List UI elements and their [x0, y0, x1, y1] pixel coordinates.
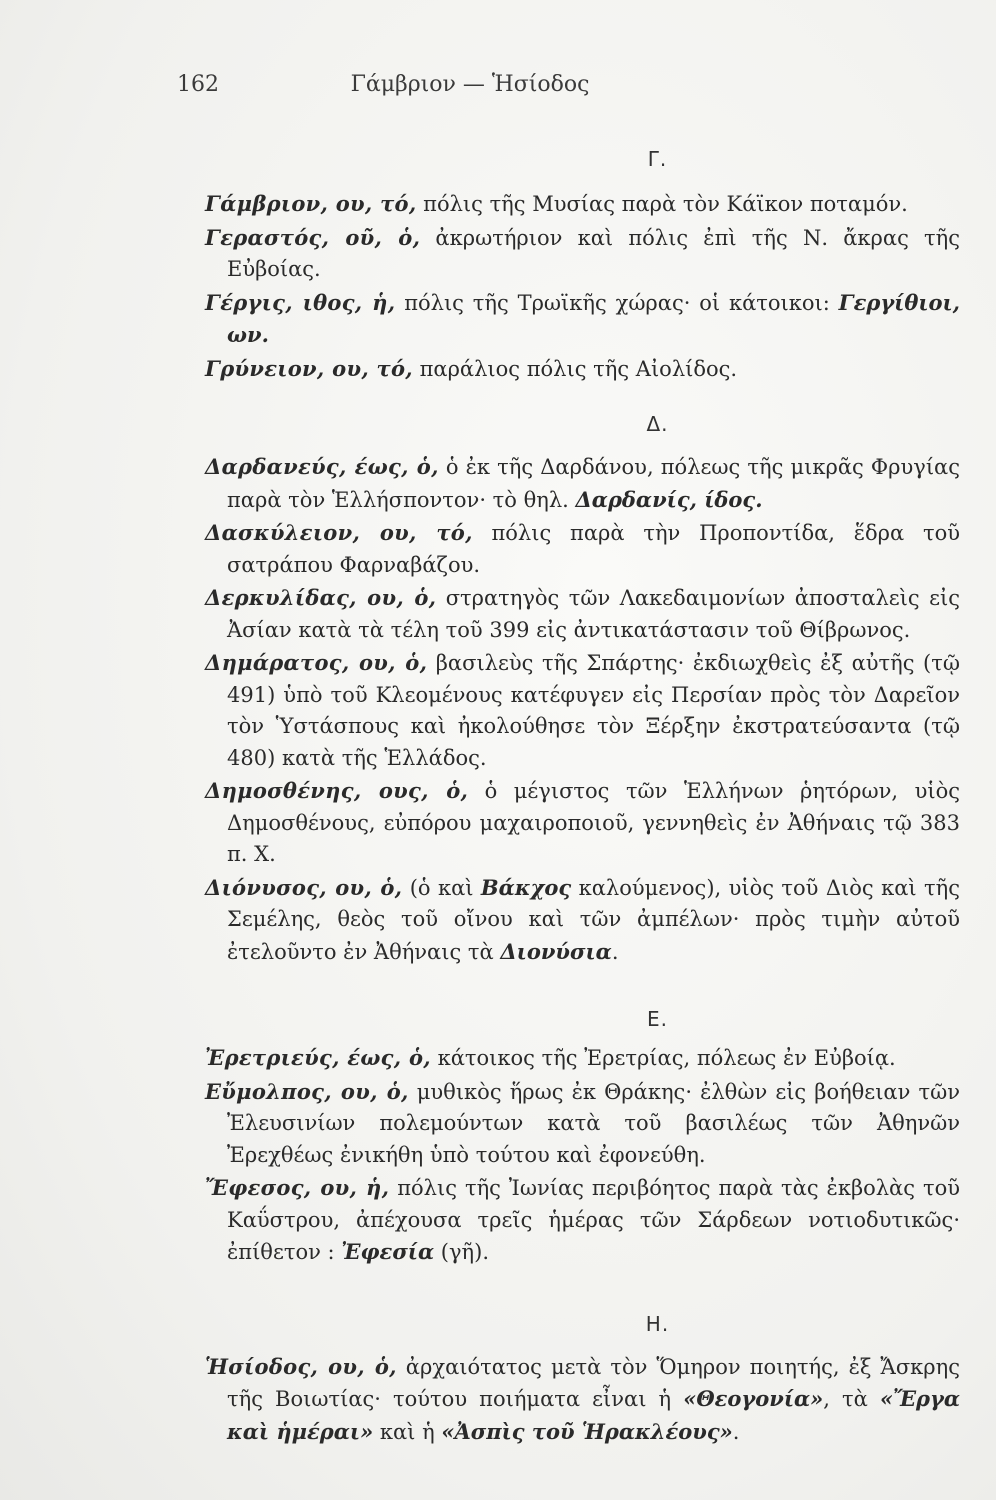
entry-demosthenes	[205, 775, 960, 871]
headword: Γάμβριον, ου, τό,	[205, 191, 417, 216]
headword: Δημοσθένης, ους, ὁ,	[205, 778, 469, 803]
definition: παράλιος πόλις τῆς Αἰολίδος.	[412, 356, 738, 381]
headword: Εὔμολπος, ου, ὁ,	[205, 1078, 409, 1104]
separator: καὶ ἡ	[373, 1419, 442, 1444]
headword: Ἔφεσος, ου, ἡ,	[205, 1175, 390, 1200]
headword: Δερκυλίδας, ου, ὁ,	[205, 585, 437, 610]
entry-dionysos	[205, 872, 960, 969]
work-title: «Ἔργα καὶ ἡμέραι»	[227, 1386, 961, 1444]
definition: ὁ ἐκ τῆς Δαρδάνου, πόλεως τῆς μικρᾶς Φρυγίας παρὰ τὸν Ἑλλήσποντον· τὸ θηλ.	[227, 455, 960, 512]
headword: Γρύνειον, ου, τό,	[205, 355, 413, 381]
headword: Δαρδανεύς, έως, ὁ,	[205, 454, 439, 479]
work-title: «Ἀσπὶς τοῦ Ἡρακλέους»	[441, 1418, 733, 1444]
entry-demaratos	[205, 647, 960, 774]
entry-hesiodos	[205, 1351, 960, 1449]
definition-end: .	[732, 1419, 740, 1444]
headword: Γέργις, ιθος, ἡ,	[205, 289, 396, 315]
section-heading-epsilon: Ε.	[647, 1007, 668, 1031]
entry-gamvrion	[205, 188, 960, 221]
definition: πόλις παρὰ τὴν Προποντίδα, ἕδρα τοῦ σατράπου Φαρναβάζου.	[227, 521, 960, 577]
definition: πόλις τῆς Τρωϊκῆς χώρας· οἱ κάτοικοι:	[395, 290, 839, 315]
work-title: «Θεογονία»	[683, 1386, 824, 1411]
running-head	[175, 72, 765, 102]
running-title: Γάμβριον — Ἡσίοδος	[350, 72, 590, 97]
definition: ἀκρωτήριον καὶ πόλις ἐπὶ τῆς Ν. ἄκρας τῆς Εὐβοίας.	[227, 225, 960, 281]
derived-form: Δαρδανίς, ίδος.	[575, 486, 763, 512]
section-heading-delta: Δ.	[646, 412, 669, 436]
alt-name: Βάκχος	[480, 874, 572, 900]
entry-eretrieus	[205, 1042, 960, 1075]
section-heading-gamma: Γ.	[647, 147, 668, 171]
entry-dardaneus	[205, 451, 960, 516]
headword: Γεραστός, οῦ, ὁ,	[205, 224, 421, 250]
definition-end: .	[611, 939, 619, 964]
separator: , τὰ	[823, 1387, 880, 1411]
entry-geraistos	[205, 222, 960, 286]
definition: βασιλεὺς τῆς Σπάρτης· ἐκδιωχθεὶς ἐξ αὐτῆς (τῷ 491) ὑπὸ τοῦ Κλεομένους κατέφυγεν εἰς Περσίαν πρὸς τὸν Δαρεῖον τὸν Ὑστάσπους καὶ ἠκολούθησε τὸν Ξέρξην ἐκστρατεύσαντα (τῷ 480) κατὰ τῆς Ἑλλάδος.	[227, 651, 960, 770]
definition: στρατηγὸς τῶν Λακεδαιμονίων ἀποσταλεὶς εἰς Ἀσίαν κατὰ τὰ τέλη τοῦ 399 εἰς ἀντικατάστασιν τοῦ Θίβρωνος.	[227, 586, 960, 642]
definition: πόλις τῆς Ἰωνίας περιβόητος παρὰ τὰς ἐκβολὰς τοῦ Καΰστρου, ἀπέχουσα τρεῖς ἡμέρας τῶν Σάρδεων νοτιοδυτικῶς· ἐπίθετον :	[227, 1176, 961, 1264]
definition: ἀρχαιότατος μετὰ τὸν Ὅμηρον ποιητής, ἐξ Ἄσκρης τῆς Βοιωτίας· τούτου ποιήματα εἶναι ἡ	[227, 1354, 960, 1411]
headword: Διόνυσος, ου, ὁ,	[205, 874, 403, 900]
section-heading-eta: Η.	[645, 1311, 670, 1336]
entry-gryneion	[205, 353, 960, 386]
entry-eumolpos	[205, 1076, 960, 1172]
derived-form: Γεργίθιοι, ων.	[227, 289, 960, 347]
definition: ὁ μέγιστος τῶν Ἑλλήνων ῥητόρων, υἱὸς Δημοσθένους, εὐπόρου μαχαιροποιοῦ, γεννηθεὶς ἐν Ἀθήναις τῷ 383 π. Χ.	[227, 779, 960, 866]
dictionary-body	[205, 140, 960, 1449]
definition-part: καλούμενος), υἱὸς τοῦ Διὸς καὶ τῆς Σεμέλης, θεὸς τοῦ οἴνου καὶ τῶν ἀμπέλων· πρὸς τιμὴν αὐτοῦ ἐτελοῦντο ἐν Ἀθήναις τὰ	[227, 875, 960, 964]
definition: κάτοικος τῆς Ἐρετρίας, πόλεως ἐν Εὐβοίᾳ.	[430, 1046, 896, 1070]
entry-ephesos	[205, 1172, 960, 1269]
page-number: 162	[177, 72, 219, 97]
headword: Ἐρετριεύς, έως, ὁ,	[205, 1045, 431, 1070]
definition-part: (ὁ καὶ	[402, 875, 481, 900]
entry-daskyleion	[205, 517, 960, 581]
entry-gergis	[205, 287, 960, 352]
definition: μυθικὸς ἥρως ἐκ Θράκης· ἐλθὼν εἰς βοήθειαν τῶν Ἐλευσινίων πολεμούντων κατὰ τοῦ βασιλέως τῶν Ἀθηνῶν Ἐρεχθέως ἐνικήθη ὑπὸ τούτου καὶ ἐφονεύθη.	[227, 1079, 960, 1167]
definition-end: (γῆ).	[434, 1240, 489, 1264]
derived-form: Ἐφεσία	[341, 1239, 435, 1264]
headword: Δασκύλειον, ου, τό,	[205, 520, 473, 545]
headword: Ἡσίοδος, ου, ὁ,	[205, 1353, 397, 1379]
headword: Δημάρατος, ου, ὁ,	[205, 650, 428, 675]
entry-derkylidas	[205, 582, 960, 646]
definition: πόλις τῆς Μυσίας παρὰ τὸν Κάϊκον ποταμόν.	[416, 192, 908, 216]
festival-name: Διονύσια	[500, 938, 612, 964]
